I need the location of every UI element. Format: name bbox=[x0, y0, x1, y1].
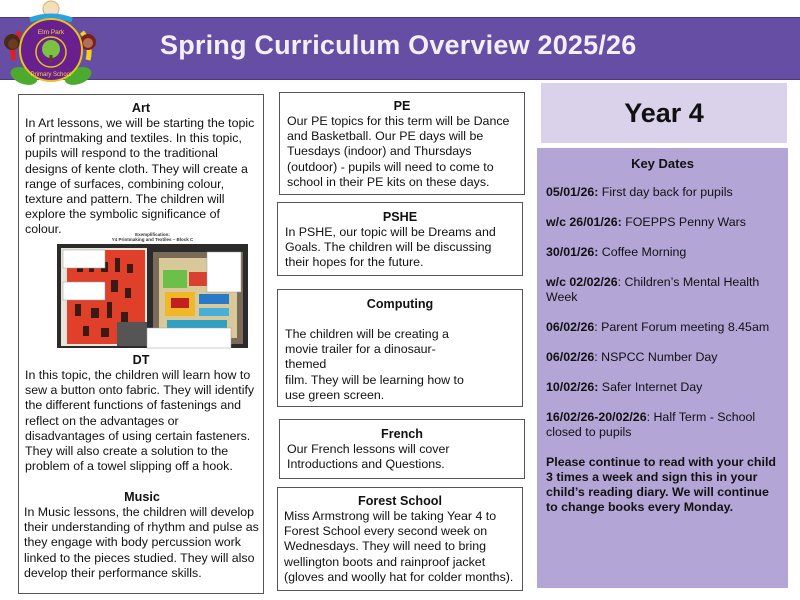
key-date: 06/02/26 bbox=[546, 350, 595, 364]
music-heading: Music bbox=[124, 490, 160, 504]
key-date: 16/02/26-20/02/26 bbox=[546, 410, 647, 424]
french-panel bbox=[279, 419, 525, 479]
key-dates-panel bbox=[537, 148, 788, 588]
key-date-item bbox=[546, 275, 779, 305]
art-section bbox=[25, 101, 257, 238]
key-date: 05/01/26: bbox=[546, 185, 599, 199]
music-body: In Music lessons, the children will develop their understanding of rhythm and pulse as they engage with body percussion work linked to the pieces studied. They will also develop their performance skills. bbox=[24, 505, 259, 580]
key-date-item bbox=[546, 350, 779, 365]
header-banner bbox=[0, 17, 800, 80]
svg-text:Elm Park: Elm Park bbox=[37, 29, 65, 36]
computing-heading: Computing bbox=[366, 297, 434, 311]
exemplar-caption: Exemplification: Y4 Printmaking and Textiles – Block C bbox=[111, 232, 194, 242]
forest-school-body: Miss Armstrong will be taking Year 4 to Forest School every second week on Wednesdays. They will need to bring wellington boots and rainproof jacket (gloves and woolly hat for colder months). bbox=[284, 509, 514, 584]
school-logo bbox=[0, 0, 100, 92]
key-date: 06/02/26 bbox=[546, 320, 595, 334]
key-date: 30/01/26: bbox=[546, 245, 599, 259]
key-date-item bbox=[546, 215, 779, 230]
key-date: w/c 02/02/26 bbox=[546, 275, 618, 289]
year-heading: Year 4 bbox=[541, 83, 787, 143]
forest-school-panel bbox=[277, 487, 523, 591]
svg-text:Primary School: Primary School bbox=[30, 72, 72, 78]
pe-heading: PE bbox=[393, 99, 411, 113]
dt-heading: DT bbox=[132, 353, 150, 367]
computing-body-line1: The children will be creating a movie trailer for a dinosaur-themed bbox=[285, 327, 449, 372]
music-section bbox=[24, 490, 260, 581]
french-heading: French bbox=[381, 427, 423, 441]
key-date-text: First day back for pupils bbox=[598, 185, 733, 199]
key-date-text: : Children’s Mental Health Week bbox=[546, 275, 760, 304]
computing-body-line2: film. They will be learning how to use green screen. bbox=[285, 372, 464, 402]
art-heading: Art bbox=[131, 101, 151, 115]
pshe-panel bbox=[277, 202, 523, 276]
dt-section bbox=[25, 353, 257, 474]
art-exemplar-image bbox=[55, 232, 250, 352]
key-date-text: Coffee Morning bbox=[598, 245, 687, 259]
key-date-text: : Parent Forum meeting 8.45am bbox=[594, 320, 770, 334]
reading-note: Please continue to read with your child 3 times a week and sign this in your child’s reading diary. We will continue to change books every Monday. bbox=[546, 455, 776, 514]
key-date-item bbox=[546, 245, 779, 260]
pe-body: Our PE topics for this term will be Dance and Basketball. Our PE days will be Tuesdays (indoor) and Thursdays (outdoor) - pupils will need to come to school in their PE kits on these days. bbox=[287, 114, 510, 189]
art-body: In Art lessons, we will be starting the topic of printmaking and textiles. In this topic, pupils will respond to the traditional designs of kente cloth. They will create a range of surfaces, combining colour, texture and pattern. The children will explore the symbolic significance of colour. bbox=[25, 116, 255, 237]
key-date-item bbox=[546, 185, 779, 200]
pshe-heading: PSHE bbox=[382, 210, 418, 224]
page-title: Spring Curriculum Overview 2025/26 bbox=[160, 30, 637, 60]
key-date-text: : NSPCC Number Day bbox=[594, 350, 718, 364]
key-date-text: Safer Internet Day bbox=[598, 380, 703, 394]
key-dates-heading: Key Dates bbox=[631, 156, 694, 171]
key-date: w/c 26/01/26: bbox=[546, 215, 622, 229]
key-date-item bbox=[546, 380, 779, 395]
dt-body: In this topic, the children will learn how to sew a button onto fabric. They will identify the different functions of fastenings and reflect on the advantages or disadvantages of using certain fasteners. They will also create a solution to the problem of a towel slipping off a hook. bbox=[25, 368, 255, 474]
key-date: 10/02/26: bbox=[546, 380, 599, 394]
computing-panel bbox=[277, 289, 523, 407]
pe-panel bbox=[279, 92, 525, 195]
key-date-item bbox=[546, 320, 779, 335]
pshe-body: In PSHE, our topic will be Dreams and Goals. The children will be discussing their hopes for the future. bbox=[285, 225, 496, 270]
french-body: Our French lessons will cover Introductions and Questions. bbox=[287, 442, 450, 472]
printmaking-photo bbox=[55, 242, 250, 350]
key-date-text: FOEPPS Penny Wars bbox=[621, 215, 746, 229]
forest-school-heading: Forest School bbox=[358, 494, 442, 508]
key-date-text: : Half Term - School closed to pupils bbox=[546, 410, 756, 439]
key-date-item bbox=[546, 410, 779, 440]
